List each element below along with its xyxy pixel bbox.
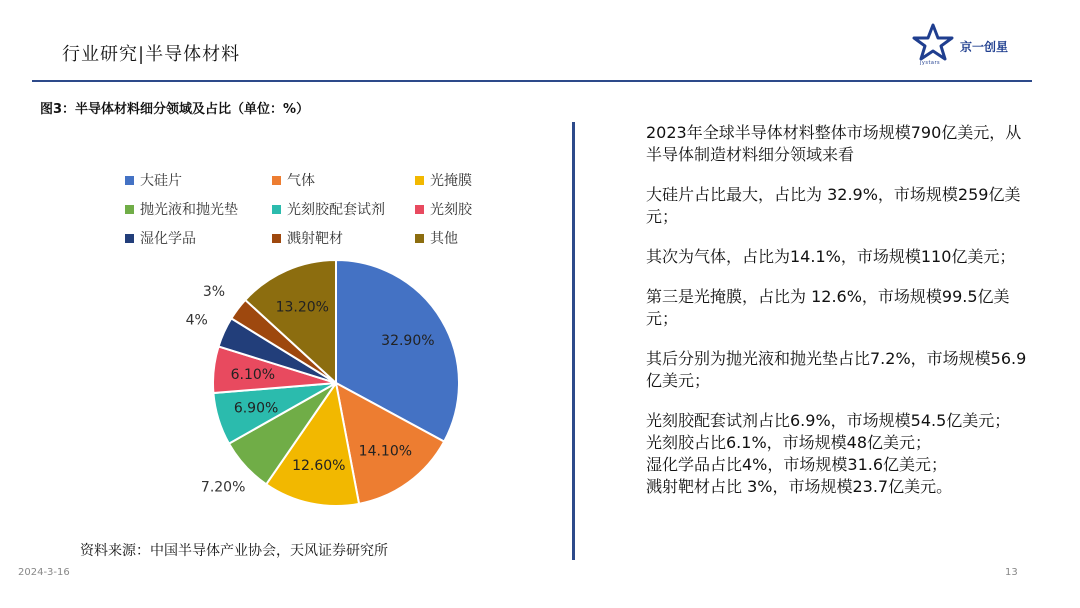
summary-text <box>646 122 1036 498</box>
pie-chart <box>0 0 572 540</box>
logo <box>908 20 1038 70</box>
star-logo-icon <box>910 22 956 62</box>
summary-intro: 2023年全球半导体材料整体市场规模790亿美元，从半导体制造材料细分领域来看 <box>646 123 1022 164</box>
vertical-divider <box>572 122 575 560</box>
legend-label: 光掩膜 <box>430 173 472 189</box>
legend-label: 湿化学品 <box>140 231 196 247</box>
pie-data-label: 6.90% <box>233 400 279 417</box>
summary-sputtering-target: 溅射靶材占比 3%，市场规模23.7亿美元。 <box>646 477 953 496</box>
summary-gas: 其次为气体，占比为14.1%，市场规模110亿美元； <box>646 247 1016 266</box>
pie-data-label: 14.10% <box>358 443 413 460</box>
source-note: 资料来源：中国半导体产业协会，天风证券研究所 <box>80 543 388 559</box>
figure-title: 图3：半导体材料细分领域及占比（单位：%） <box>40 102 310 117</box>
summary-photomask: 第三是光掩膜，占比为 12.6%，市场规模99.5亿美元； <box>646 287 1010 328</box>
legend-label: 溅射靶材 <box>287 231 343 247</box>
summary-silicon: 大硅片占比最大，占比为 32.9%，市场规模259亿美元； <box>646 185 1021 226</box>
legend-label: 其他 <box>430 231 458 247</box>
pie-data-label: 3% <box>202 283 226 300</box>
legend-label: 光刻胶配套试剂 <box>287 202 385 218</box>
pie-data-label: 7.20% <box>200 479 246 496</box>
pie-data-label: 6.10% <box>230 366 276 383</box>
summary-photoresist-reagent: 光刻胶配套试剂占比6.9%，市场规模54.5亿美元； <box>646 411 1011 430</box>
summary-photoresist: 光刻胶占比6.1%，市场规模48亿美元； <box>646 433 932 452</box>
logo-subtext: jystars <box>920 60 941 66</box>
legend-label: 抛光液和抛光垫 <box>140 202 238 218</box>
pie-data-label: 32.90% <box>381 333 435 350</box>
pie-data-label: 4% <box>185 312 208 329</box>
legend-label: 气体 <box>287 173 315 189</box>
footer-date: 2024-3-16 <box>18 567 70 578</box>
pie-data-label: 13.20% <box>275 299 329 316</box>
summary-polishing: 其后分别为抛光液和抛光垫占比7.2%，市场规模56.9亿美元； <box>646 349 1027 390</box>
footer-page-number: 13 <box>1005 567 1018 578</box>
header-title: 行业研究|半导体材料 <box>62 44 241 65</box>
pie-data-label: 12.60% <box>292 457 346 474</box>
logo-text: 京一创星 <box>960 40 1009 54</box>
legend-label: 大硅片 <box>140 173 182 189</box>
legend-label: 光刻胶 <box>430 202 472 218</box>
summary-wet-chemicals: 湿化学品占比4%，市场规模31.6亿美元； <box>646 455 948 474</box>
